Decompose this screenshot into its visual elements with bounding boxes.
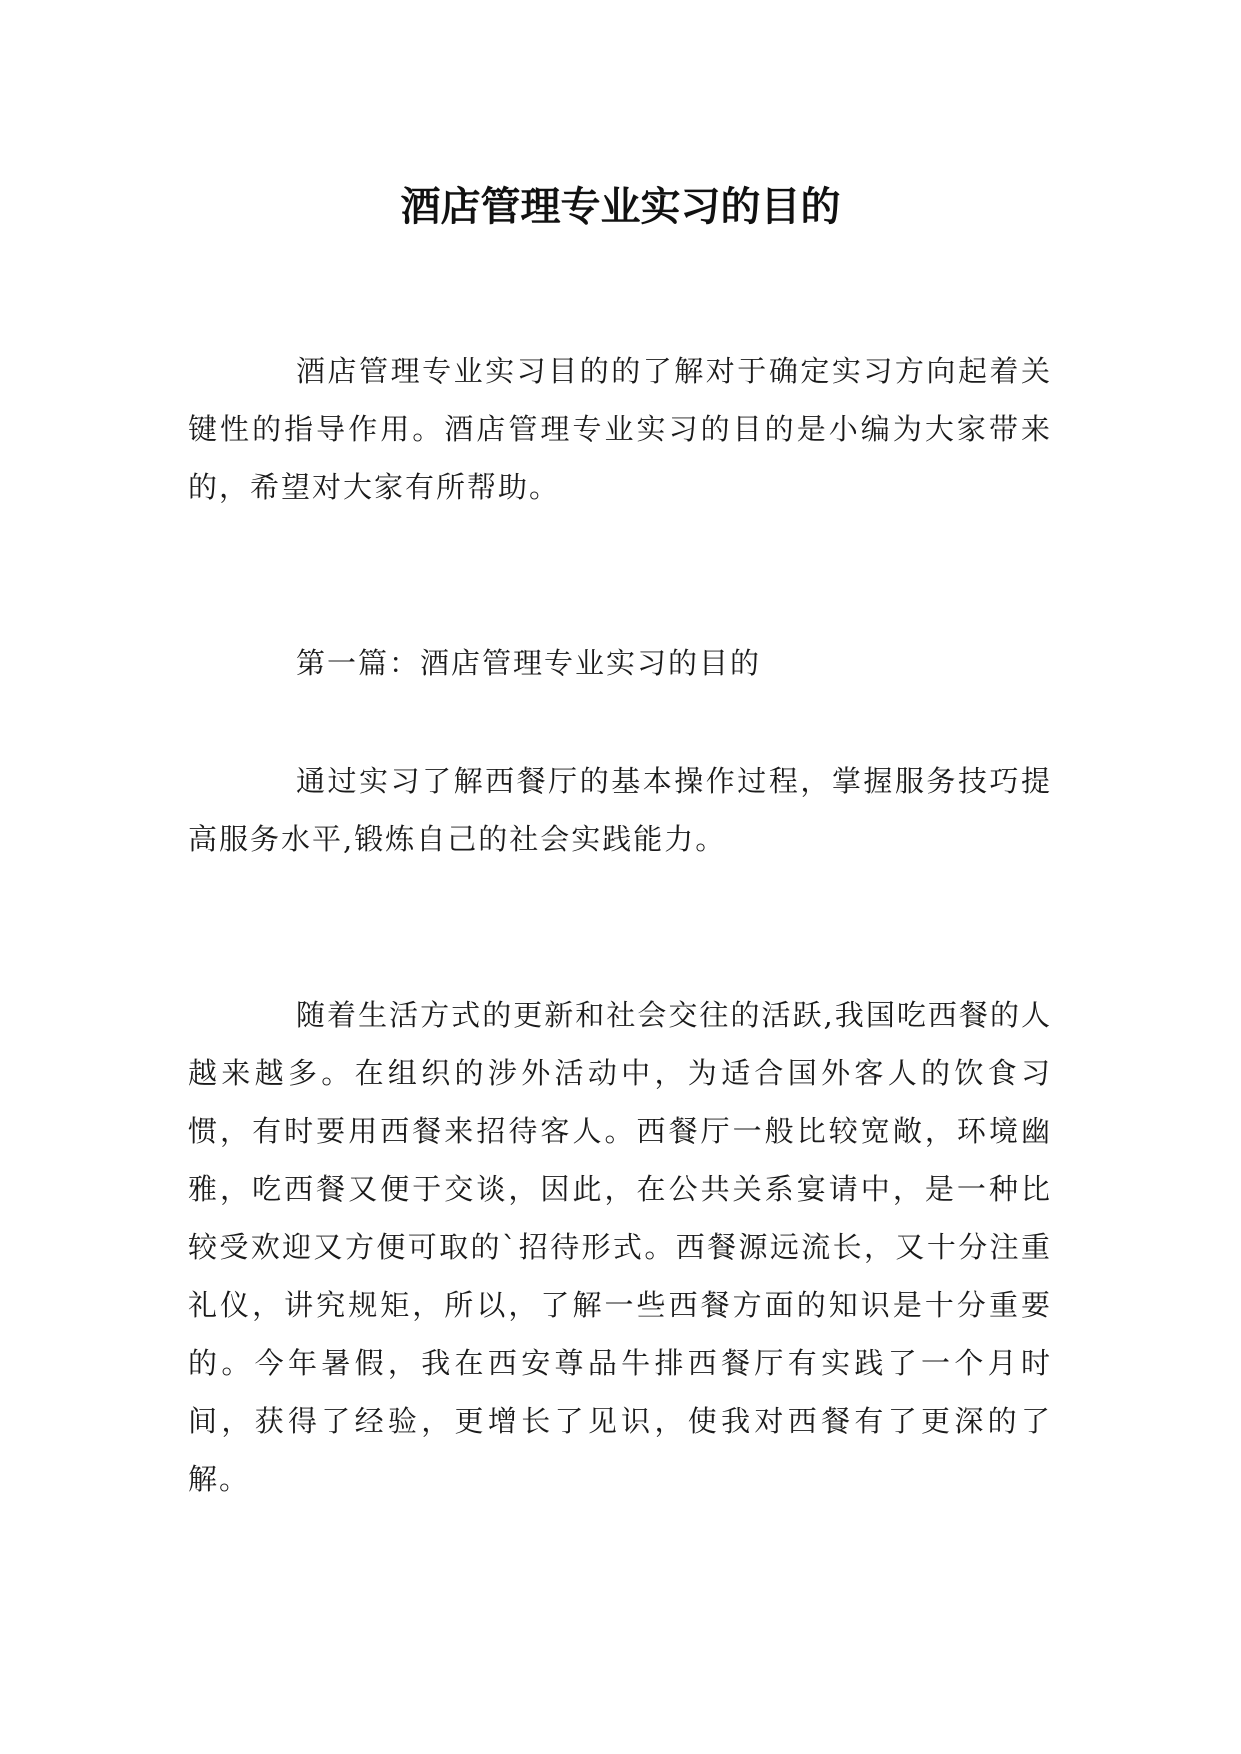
section-heading: 第一篇：酒店管理专业实习的目的 bbox=[296, 646, 762, 680]
main-paragraph: 随着生活方式的更新和社会交往的活跃,我国吃西餐的人越来越多。在组织的涉外活动中，为适合国外客人的饮食习惯，有时要用西餐来招待客人。西餐厅一般比较宽敞，环境幽雅，吃西餐又便于交谈，因此，在公共关系宴请中，是一种比较受欢迎又方便可取的`招待形式。西餐源远流长，又十分注重礼仪，讲究规矩，所以，了解一些西餐方面的知识是十分重要的。今年暑假，我在西安尊品牛排西餐厅有实践了一个月时间，获得了经验，更增长了见识，使我对西餐有了更深的了解。 bbox=[188, 998, 1052, 1496]
intro-paragraph: 酒店管理专业实习目的的了解对于确定实习方向起着关键性的指导作用。酒店管理专业实习的目的是小编为大家带来的，希望对大家有所帮助。 bbox=[188, 354, 1052, 504]
page-title: 酒店管理专业实习的目的 bbox=[400, 183, 841, 230]
purpose-paragraph: 通过实习了解西餐厅的基本操作过程，掌握服务技巧提高服务水平,锻炼自己的社会实践能力。 bbox=[188, 764, 1052, 856]
